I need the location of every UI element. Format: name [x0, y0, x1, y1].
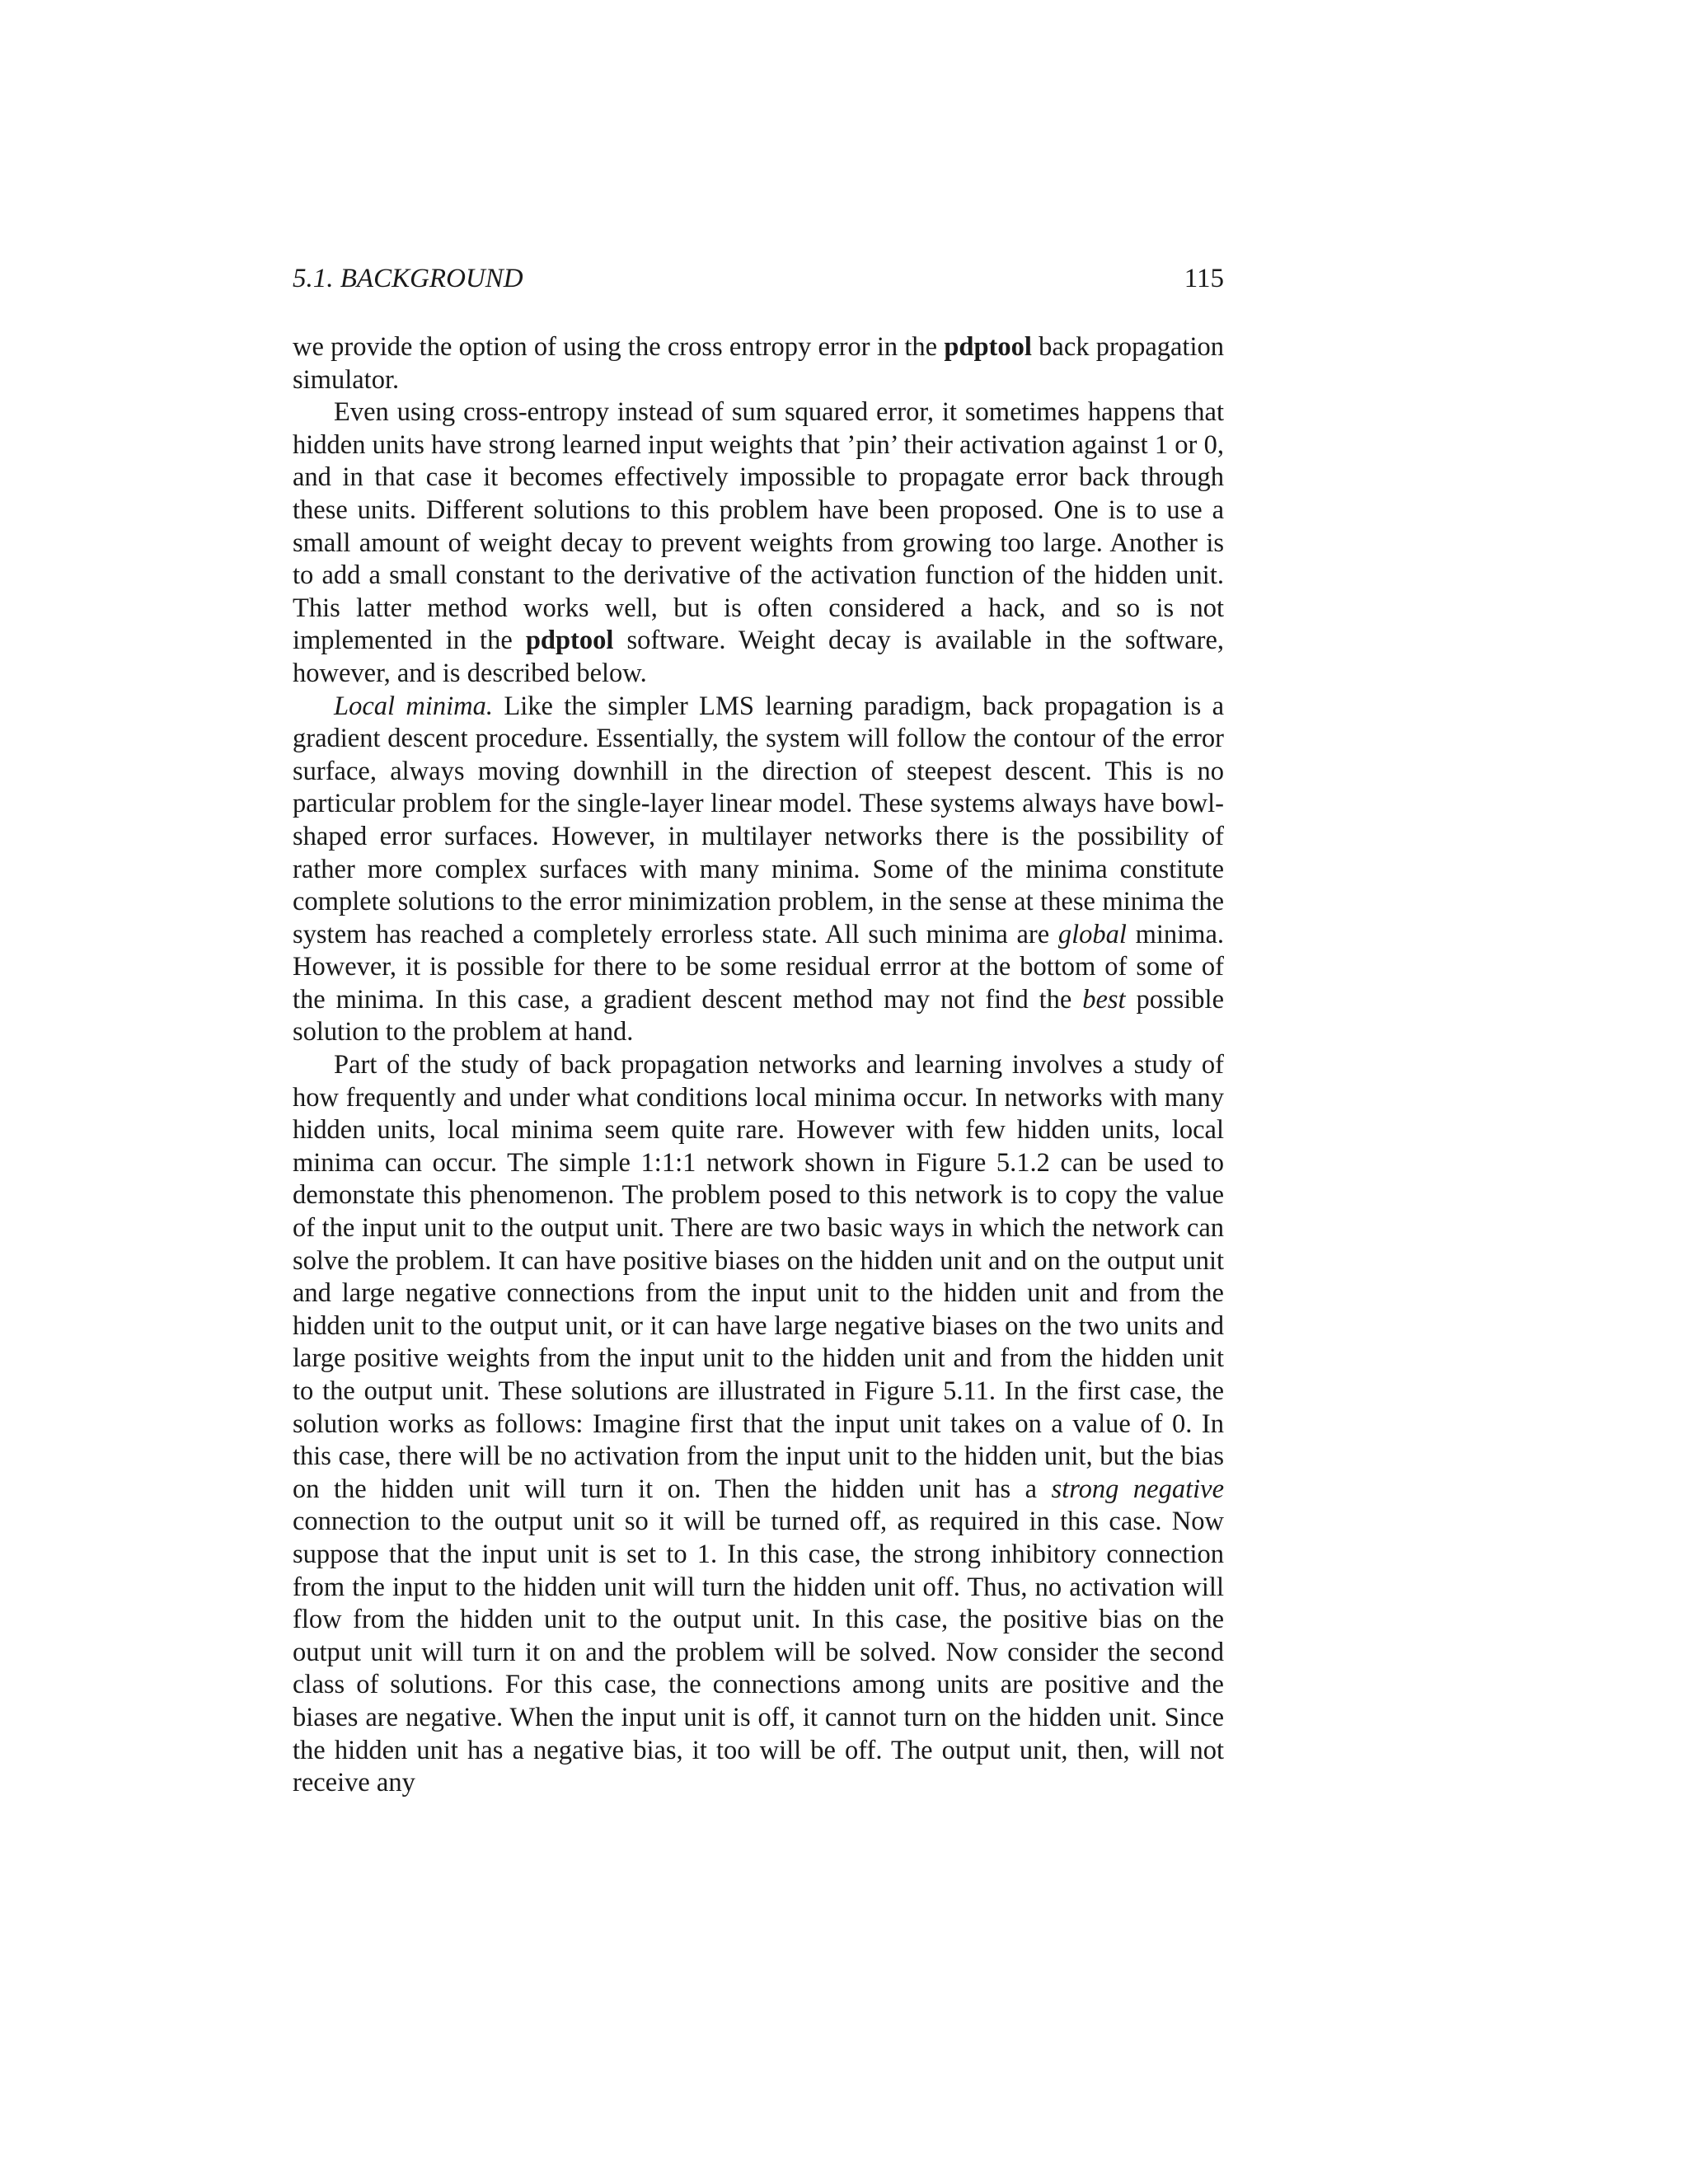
text-run: we provide the option of using the cross entropy error in the — [293, 332, 945, 362]
section-title: 5.1. BACKGROUND — [293, 264, 523, 293]
run-in-heading: Local minima. — [334, 691, 493, 721]
emphasis: global — [1057, 919, 1127, 949]
software-name: pdptool — [525, 626, 614, 656]
running-head — [293, 262, 1224, 295]
paragraph-1 — [293, 331, 1224, 396]
paragraph-4 — [293, 1049, 1224, 1800]
text-run: possible solution to the problem at hand. — [293, 984, 1225, 1047]
software-name: pdptool — [944, 332, 1032, 362]
text-run: software. Weight decay is available in the software, however, and is described below. — [293, 626, 1224, 688]
text-run: Part of the study of back propagation networks and learning involves a study of how frequently and under what conditions local minima occur. In networks with many hidden units, local minima seem quite rare. However with few hidden units, local minima can occur. The simple 1:1:1 network shown in Figure 5.1.2 can be used to demonstate this phenomenon. The problem posed to this network is to copy the value of the input unit to the output unit. There are two basic ways in which the network can solve the problem. It can have positive biases on the hidden unit and on the output unit and large negative connections from the input unit to the hidden unit and from the hidden unit to the output unit, or it can have large negative biases on the two units and large positive weights from the input unit to the hidden unit and from the hidden unit to the output unit. These solutions are illustrated in Figure 5.11. In the first case, the solution works as follows: Imagine first that the input unit takes on a value of 0. In this case, there will be no activation from the input unit to the hidden unit, but the bias on the hidden unit will turn it on. Then the hidden unit has a — [293, 1050, 1224, 1504]
page — [293, 262, 1224, 1800]
emphasis: best — [1082, 984, 1126, 1015]
body-text — [293, 331, 1224, 1800]
text-run: back propagation simulator. — [293, 332, 1224, 395]
page-number: 115 — [1184, 264, 1224, 293]
text-run: connection to the output unit so it will be turned off, as required in this case. Now suppose that the input unit is set to 1. In this case, the strong inhibitory connection from the input to the hidden unit will turn the hidden unit off. Thus, no activation will flow from the hidden unit to the output unit. In this case, the positive bias on the output unit will turn it on and the problem will be solved. Now consider the second class of solutions. For this case, the connections among units are positive and the biases are negative. When the input unit is off, it cannot turn on the hidden unit. Since the hidden unit has a negative bias, it too will be off. The output unit, then, will not receive any — [293, 1507, 1224, 1798]
text-run: Like the simpler LMS learning paradigm, back propagation is a gradient descent procedure. Essentially, the system will follow the contour of the error surface, always moving downhill in the direction of steepest descent. This is no particular problem for the single-layer linear model. These systems always have bowl-shaped error surfaces. However, in multilayer networks there is the possibility of rather more complex surfaces with many minima. Some of the minima constitute complete solutions to the error minimization problem, in the sense at these minima the system has reached a completely errorless state. All such minima are — [293, 691, 1225, 949]
paragraph-2 — [293, 396, 1224, 690]
text-run: minima. However, it is possible for there to be some residual errror at the bottom of some of the minima. In this case, a gradient descent method may not find the — [293, 919, 1224, 1015]
paragraph-3 — [293, 691, 1224, 1050]
emphasis: strong negative — [1051, 1474, 1224, 1504]
text-run: Even using cross-entropy instead of sum squared error, it sometimes happens that hidden units have strong learned input weights that ’pin’ their activation against 1 or 0, and in that case it becomes effectively impossible to propagate error back through these units. Different solutions to this problem have been proposed. One is to use a small amount of weight decay to prevent weights from growing too large. Another is to add a small constant to the derivative of the activation function of the hidden unit. This latter method works well, but is often considered a hack, and so is not implemented in the — [293, 397, 1224, 656]
